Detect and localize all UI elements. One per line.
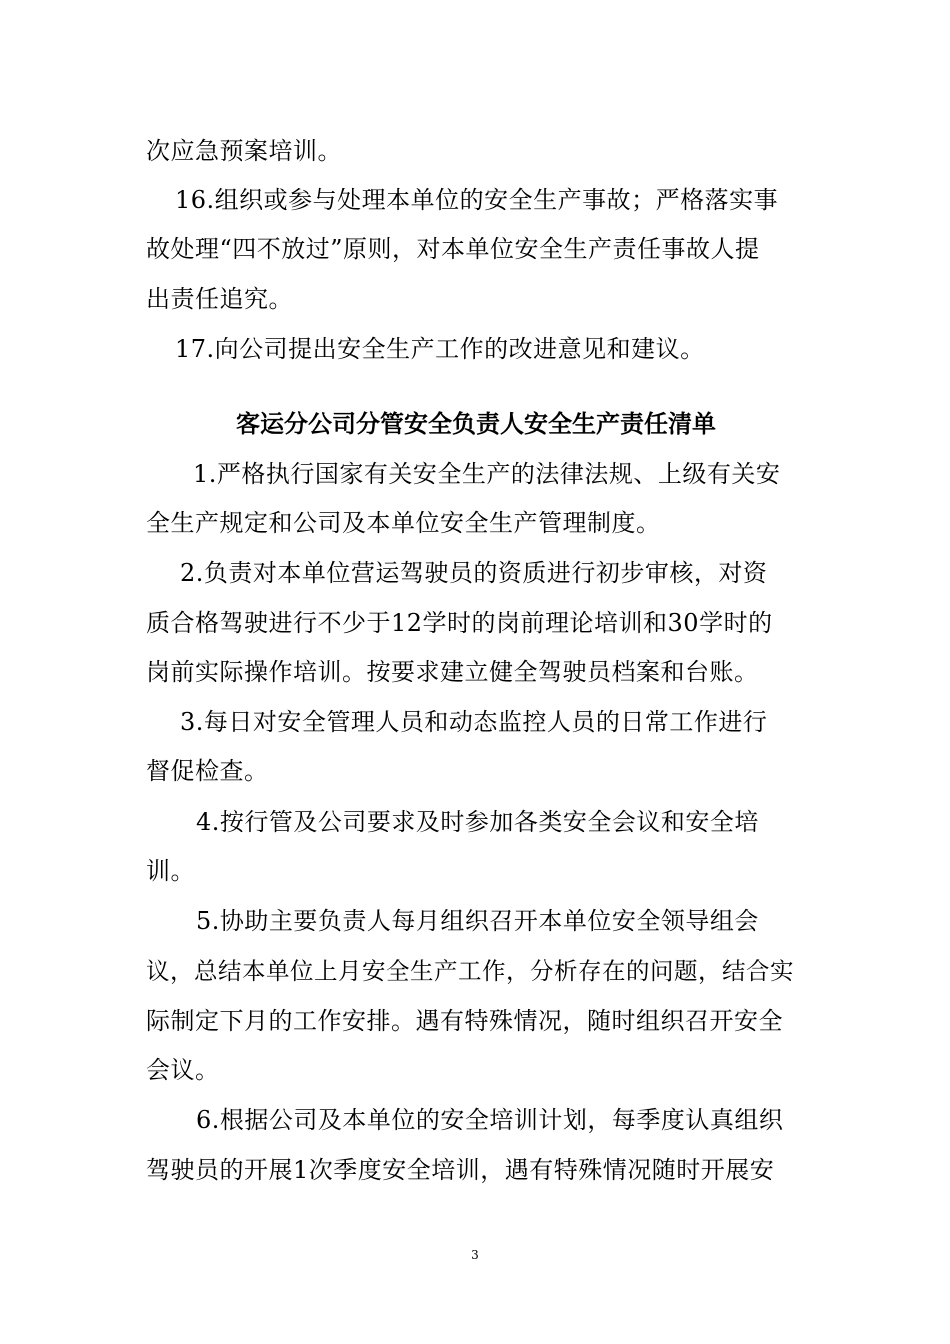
text-line: 6.根据公司及本单位的安全培训计划，每季度认真组织	[196, 1106, 784, 1134]
text-line: 4.按行管及公司要求及时参加各类安全会议和安全培	[196, 808, 759, 836]
text-line: 出责任追究。	[146, 285, 293, 313]
text-line: 驾驶员的开展1次季度安全培训，遇有特殊情况随时开展安	[146, 1156, 775, 1184]
text-line: 5.协助主要负责人每月组织召开本单位安全领导组会	[196, 907, 759, 935]
text-line: 际制定下月的工作安排。遇有特殊情况，随时组织召开安全	[146, 1007, 783, 1035]
text-line: 次应急预案培训。	[146, 137, 342, 165]
text-line: 督促检查。	[146, 757, 269, 785]
text-line: 3.每日对安全管理人员和动态监控人员的日常工作进行	[180, 708, 768, 736]
text-line: 16.组织或参与处理本单位的安全生产事故；严格落实事	[175, 186, 779, 214]
text-line: 岗前实际操作培训。按要求建立健全驾驶员档案和台账。	[146, 658, 759, 686]
text-line: 1.严格执行国家有关安全生产的法律法规、上级有关安	[193, 460, 781, 488]
text-line: 2.负责对本单位营运驾驶员的资质进行初步审核，对资	[180, 559, 768, 587]
section-title: 客运分公司分管安全负责人安全生产责任清单	[236, 410, 716, 438]
page-number: 3	[471, 1248, 479, 1262]
text-line: 故处理“四不放过”原则，对本单位安全生产责任事故人提	[146, 235, 760, 263]
text-line: 议，总结本单位上月安全生产工作，分析存在的问题，结合实	[146, 957, 794, 985]
text-line: 17.向公司提出安全生产工作的改进意见和建议。	[175, 335, 705, 363]
text-line: 全生产规定和公司及本单位安全生产管理制度。	[146, 509, 661, 537]
text-line: 会议。	[146, 1056, 220, 1084]
text-line: 训。	[146, 857, 195, 885]
text-line: 质合格驾驶进行不少于12学时的岗前理论培训和30学时的	[146, 609, 773, 637]
